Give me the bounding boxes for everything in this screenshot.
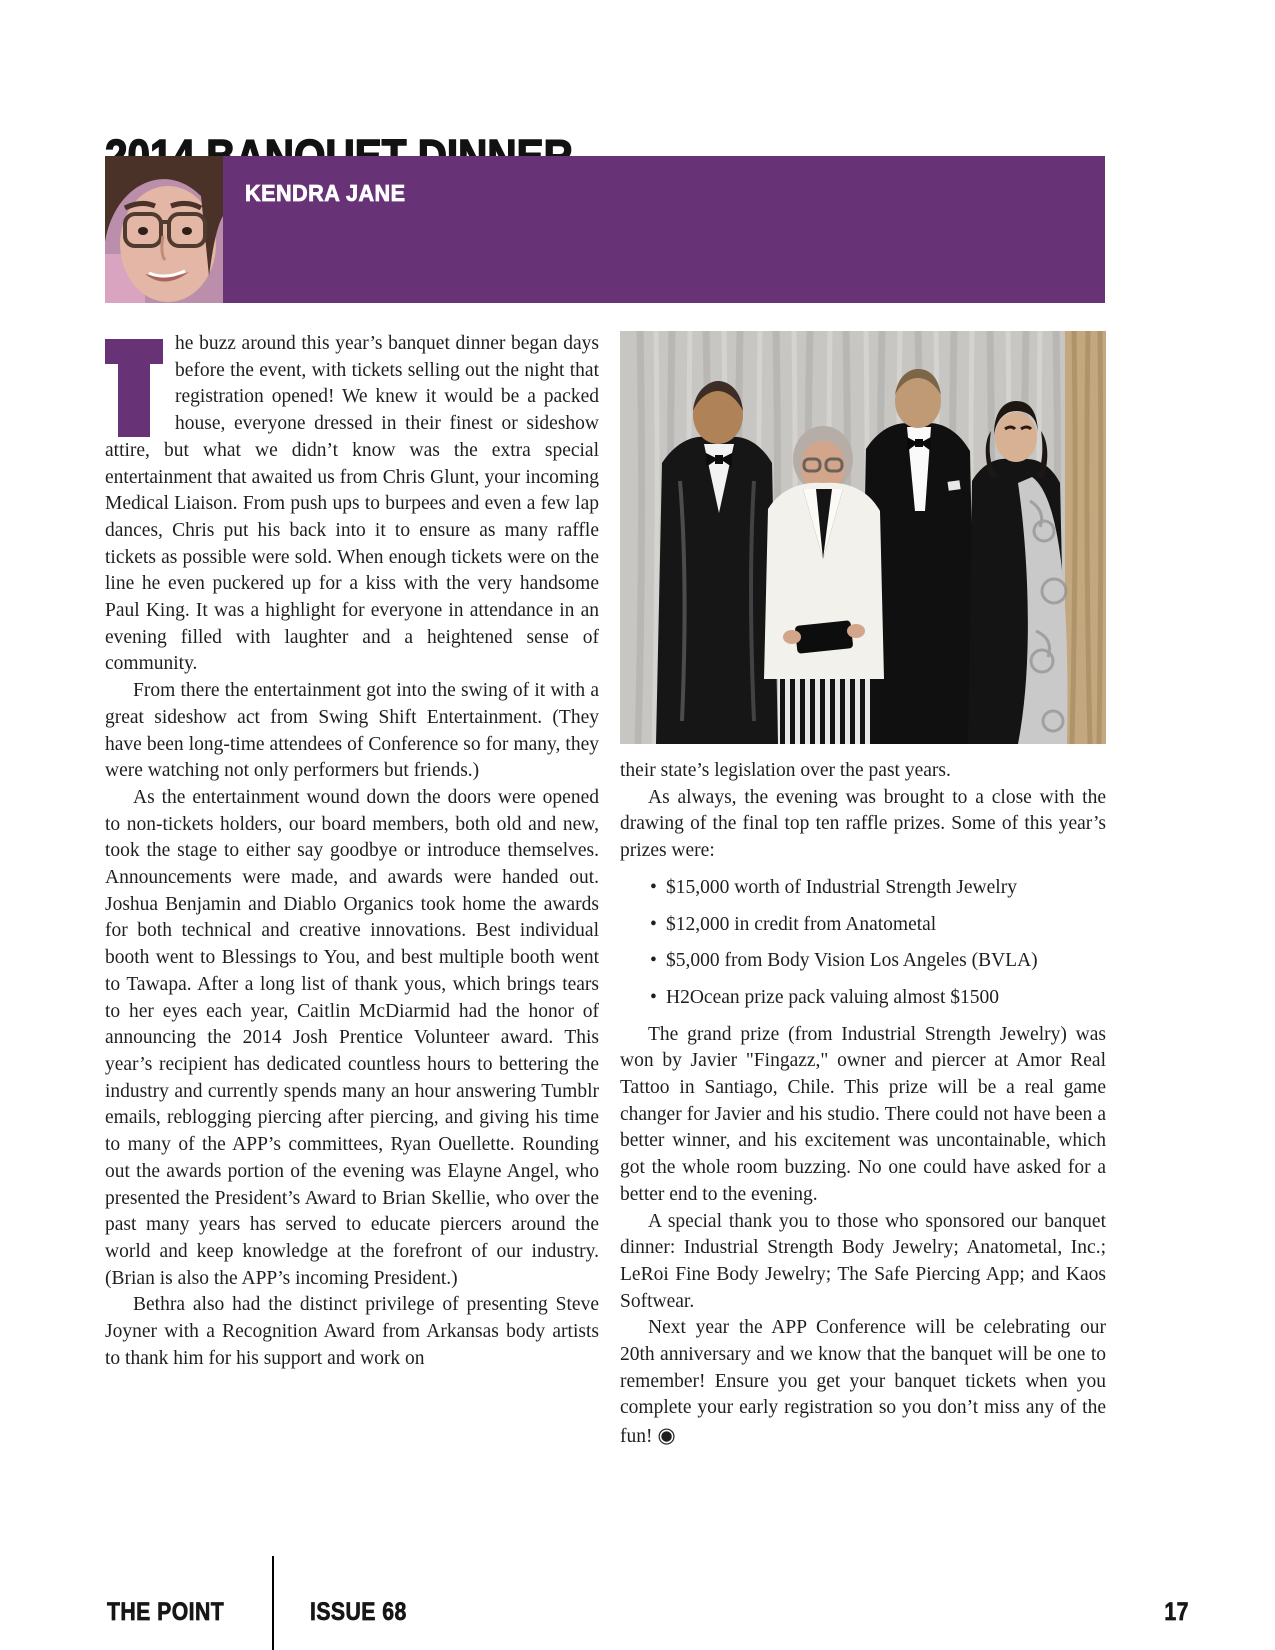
footer-divider	[272, 1556, 274, 1650]
bullet-item: • $12,000 in credit from Anatometal	[650, 912, 1106, 939]
article-right-column	[620, 331, 1106, 1451]
paragraph: Bethra also had the distinct privilege of presenting Steve Joyner with a Recognition Award from Arkansas body artists to thank him for his support and work on	[105, 1294, 599, 1369]
paragraph	[620, 1315, 1106, 1451]
paragraph: From there the entertainment got into the swing of it with a great sideshow act from Swing Shift Entertainment. (They have been long-time attendees of Conference so for many, they were watching not only performers but friends.)	[105, 680, 599, 782]
paragraph: As the entertainment wound down the doors were opened to non-tickets holders, our board members, both old and new, took the stage to either say goodbye or introduce themselves. Announcements were made, and awards were handed out. Joshua Benjamin and Diablo Organics took home the awards for both technical and creative innovations. Best individual booth went to Blessings to You, and best multiple booth went to Tawapa. After a long list of thank yous, which brings tears to her eyes each year, Caitlin McDiarmid had the honor of announcing the 2014 Josh Prentice Volunteer award. This year’s recipient has dedicated countless hours to bettering the industry and currently spends many an hour answering Tumblr emails, reblogging piercing after piercing, and giving his time to many of the APP’s committees, Ryan Ouellette. Rounding out the awards portion of the evening was Elayne Angel, who presented the President’s Award to Brian Skellie, who over the past many years has served to educate piercers around the world and keep knowledge at the forefront of our industry. (Brian is also the APP’s incoming President.)	[105, 786, 599, 1289]
dropcap-letter	[105, 339, 163, 437]
paragraph: As always, the evening was brought to a close with the drawing of the final top ten raffle prizes. Some of this year’s prizes were:	[620, 786, 1106, 862]
banquet-photo	[620, 331, 1106, 744]
dropcap-bar	[105, 339, 163, 364]
dropcap-stem	[118, 364, 150, 437]
paragraph: The grand prize (from Industrial Strength Jewelry) was won by Javier "Fingazz," owner and piercer at Amor Real Tattoo in Santiago, Chile. This prize will be a real game changer for Javier and his studio. There could not have been a better winner, and his excitement was uncontainable, which got the whole room buzzing. No one could have asked for a better end to the evening.	[620, 1023, 1106, 1205]
footer-page-number: 17	[1164, 1598, 1189, 1626]
end-of-article-icon: ◉	[657, 1423, 676, 1448]
bullet-item: • $15,000 worth of Industrial Strength Jewelry	[650, 875, 1106, 902]
author-banner	[105, 156, 1105, 303]
article-left-column	[105, 331, 599, 1372]
paragraph: A special thank you to those who sponsored our banquet dinner: Industrial Strength Body Jewelry; Anatometal, Inc.; LeRoi Fine Body Jewelry; The Safe Piercing App; and Kaos Softwear.	[620, 1210, 1106, 1312]
paragraph-text: he buzz around this year’s banquet dinner began days before the event, with tickets selling out the night that registration opened! We knew it would be a packed house, everyone dressed in their finest or sideshow attire, but what we didn’t know was the extra special entertainment that awaited us from Chris Glunt, your incoming Medical Liaison. From push ups to burpees and even a few lap dances, Chris put his back into it to ensure as many raffle tickets as possible were sold. When enough tickets were on the line he even puckered up for a kiss with the very handsome Paul King. It was a highlight for everyone in attendance in an evening filled with laughter and a heightened sense of community.	[105, 333, 599, 675]
paragraph: their state’s legislation over the past years.	[620, 760, 951, 781]
footer-magazine-title: THE POINT	[107, 1598, 225, 1626]
paragraph	[105, 331, 599, 678]
author-photo	[105, 156, 223, 303]
bullet-item: • H2Ocean prize pack valuing almost $1500	[650, 985, 1106, 1012]
paragraph-text: Next year the APP Conference will be celebrating our 20th anniversary and we know that the banquet will be one to remember! Ensure you get your banquet tickets when you complete your early registration so you don’t miss any of the fun!	[620, 1317, 1106, 1448]
author-name: KENDRA JANE	[245, 180, 406, 206]
footer-issue: ISSUE 68	[310, 1598, 407, 1626]
prize-bullet-list	[650, 875, 1106, 1012]
bullet-item: • $5,000 from Body Vision Los Angeles (BVLA)	[650, 948, 1106, 975]
